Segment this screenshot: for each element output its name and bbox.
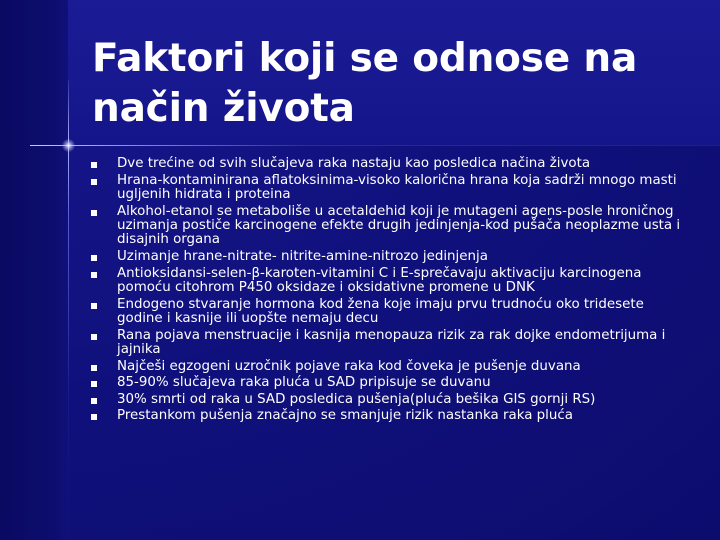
square-bullet-icon — [91, 414, 97, 420]
bullet-text: Najčeši egzogeni uzročnik pojave raka kod čoveka je pušenje duvana — [117, 358, 581, 374]
bullet-item — [91, 267, 691, 296]
bullet-item — [91, 205, 691, 248]
square-bullet-icon — [91, 272, 97, 278]
bullet-item — [91, 329, 691, 358]
bullet-text: Rana pojava menstruacije i kasnija menopauza rizik za rak dojke endometrijuma i jajnika — [117, 327, 666, 357]
square-bullet-icon — [91, 334, 97, 340]
slide-title: Faktori koji se odnose na način života — [92, 36, 638, 131]
bullet-item — [91, 250, 691, 264]
bullet-item — [91, 376, 691, 390]
bullet-text: Alkohol-etanol se metaboliše u acetaldehid koji je mutageni agens-posle hroničnog uzimanja postiče karcinogene efekte drugih jedinjenja-kod pušača neoplazme usta i disajnih organa — [117, 203, 681, 248]
bullet-text: Uzimanje hrane-nitrate- nitrite-amine-nitrozo jedinjenja — [117, 249, 488, 264]
bullet-text: Endogeno stvaranje hormona kod žena koje imaju prvu trudnoću oko tridesete godine i kasnije ili uopšte nemaju decu — [117, 296, 644, 326]
left-background-band — [0, 0, 68, 540]
square-bullet-icon — [91, 210, 97, 216]
bullet-text: 85-90% slučajeva raka pluća u SAD pripisuje se duvanu — [117, 375, 491, 391]
square-bullet-icon — [91, 381, 97, 387]
square-bullet-icon — [91, 303, 97, 309]
bullet-item — [91, 393, 691, 407]
square-bullet-icon — [91, 255, 97, 261]
square-bullet-icon — [91, 398, 97, 404]
horizontal-divider-line — [30, 145, 720, 146]
bullet-text: Hrana-kontaminirana aflatoksinima-visoko kalorična hrana koja sadrži mnogo masti ugljenih hidrata i proteina — [117, 172, 677, 202]
bullet-item — [91, 157, 691, 171]
bullet-item — [91, 298, 691, 327]
bullet-item — [91, 174, 691, 203]
square-bullet-icon — [91, 162, 97, 168]
square-bullet-icon — [91, 179, 97, 185]
bullet-item — [91, 409, 691, 423]
square-bullet-icon — [91, 365, 97, 371]
bullet-text: Antioksidansi-selen-β-karoten-vitamini C i E-sprečavaju aktivaciju karcinogena pomoću citohrom P450 oksidaze i oksidativne promene u DNK — [117, 265, 642, 295]
bullet-text: Dve trećine od svih slučajeva raka nastaju kao posledica načina života — [117, 156, 591, 171]
bullet-text: 30% smrti od raka u SAD posledica pušenja(pluća bešika GIS gornji RS) — [117, 391, 596, 407]
sparkle-icon — [62, 139, 75, 152]
bullet-text: Prestankom pušenja značajno se smanjuje rizik nastanka raka pluća — [117, 408, 573, 424]
bullet-item — [91, 360, 691, 374]
bullet-list — [91, 157, 691, 426]
